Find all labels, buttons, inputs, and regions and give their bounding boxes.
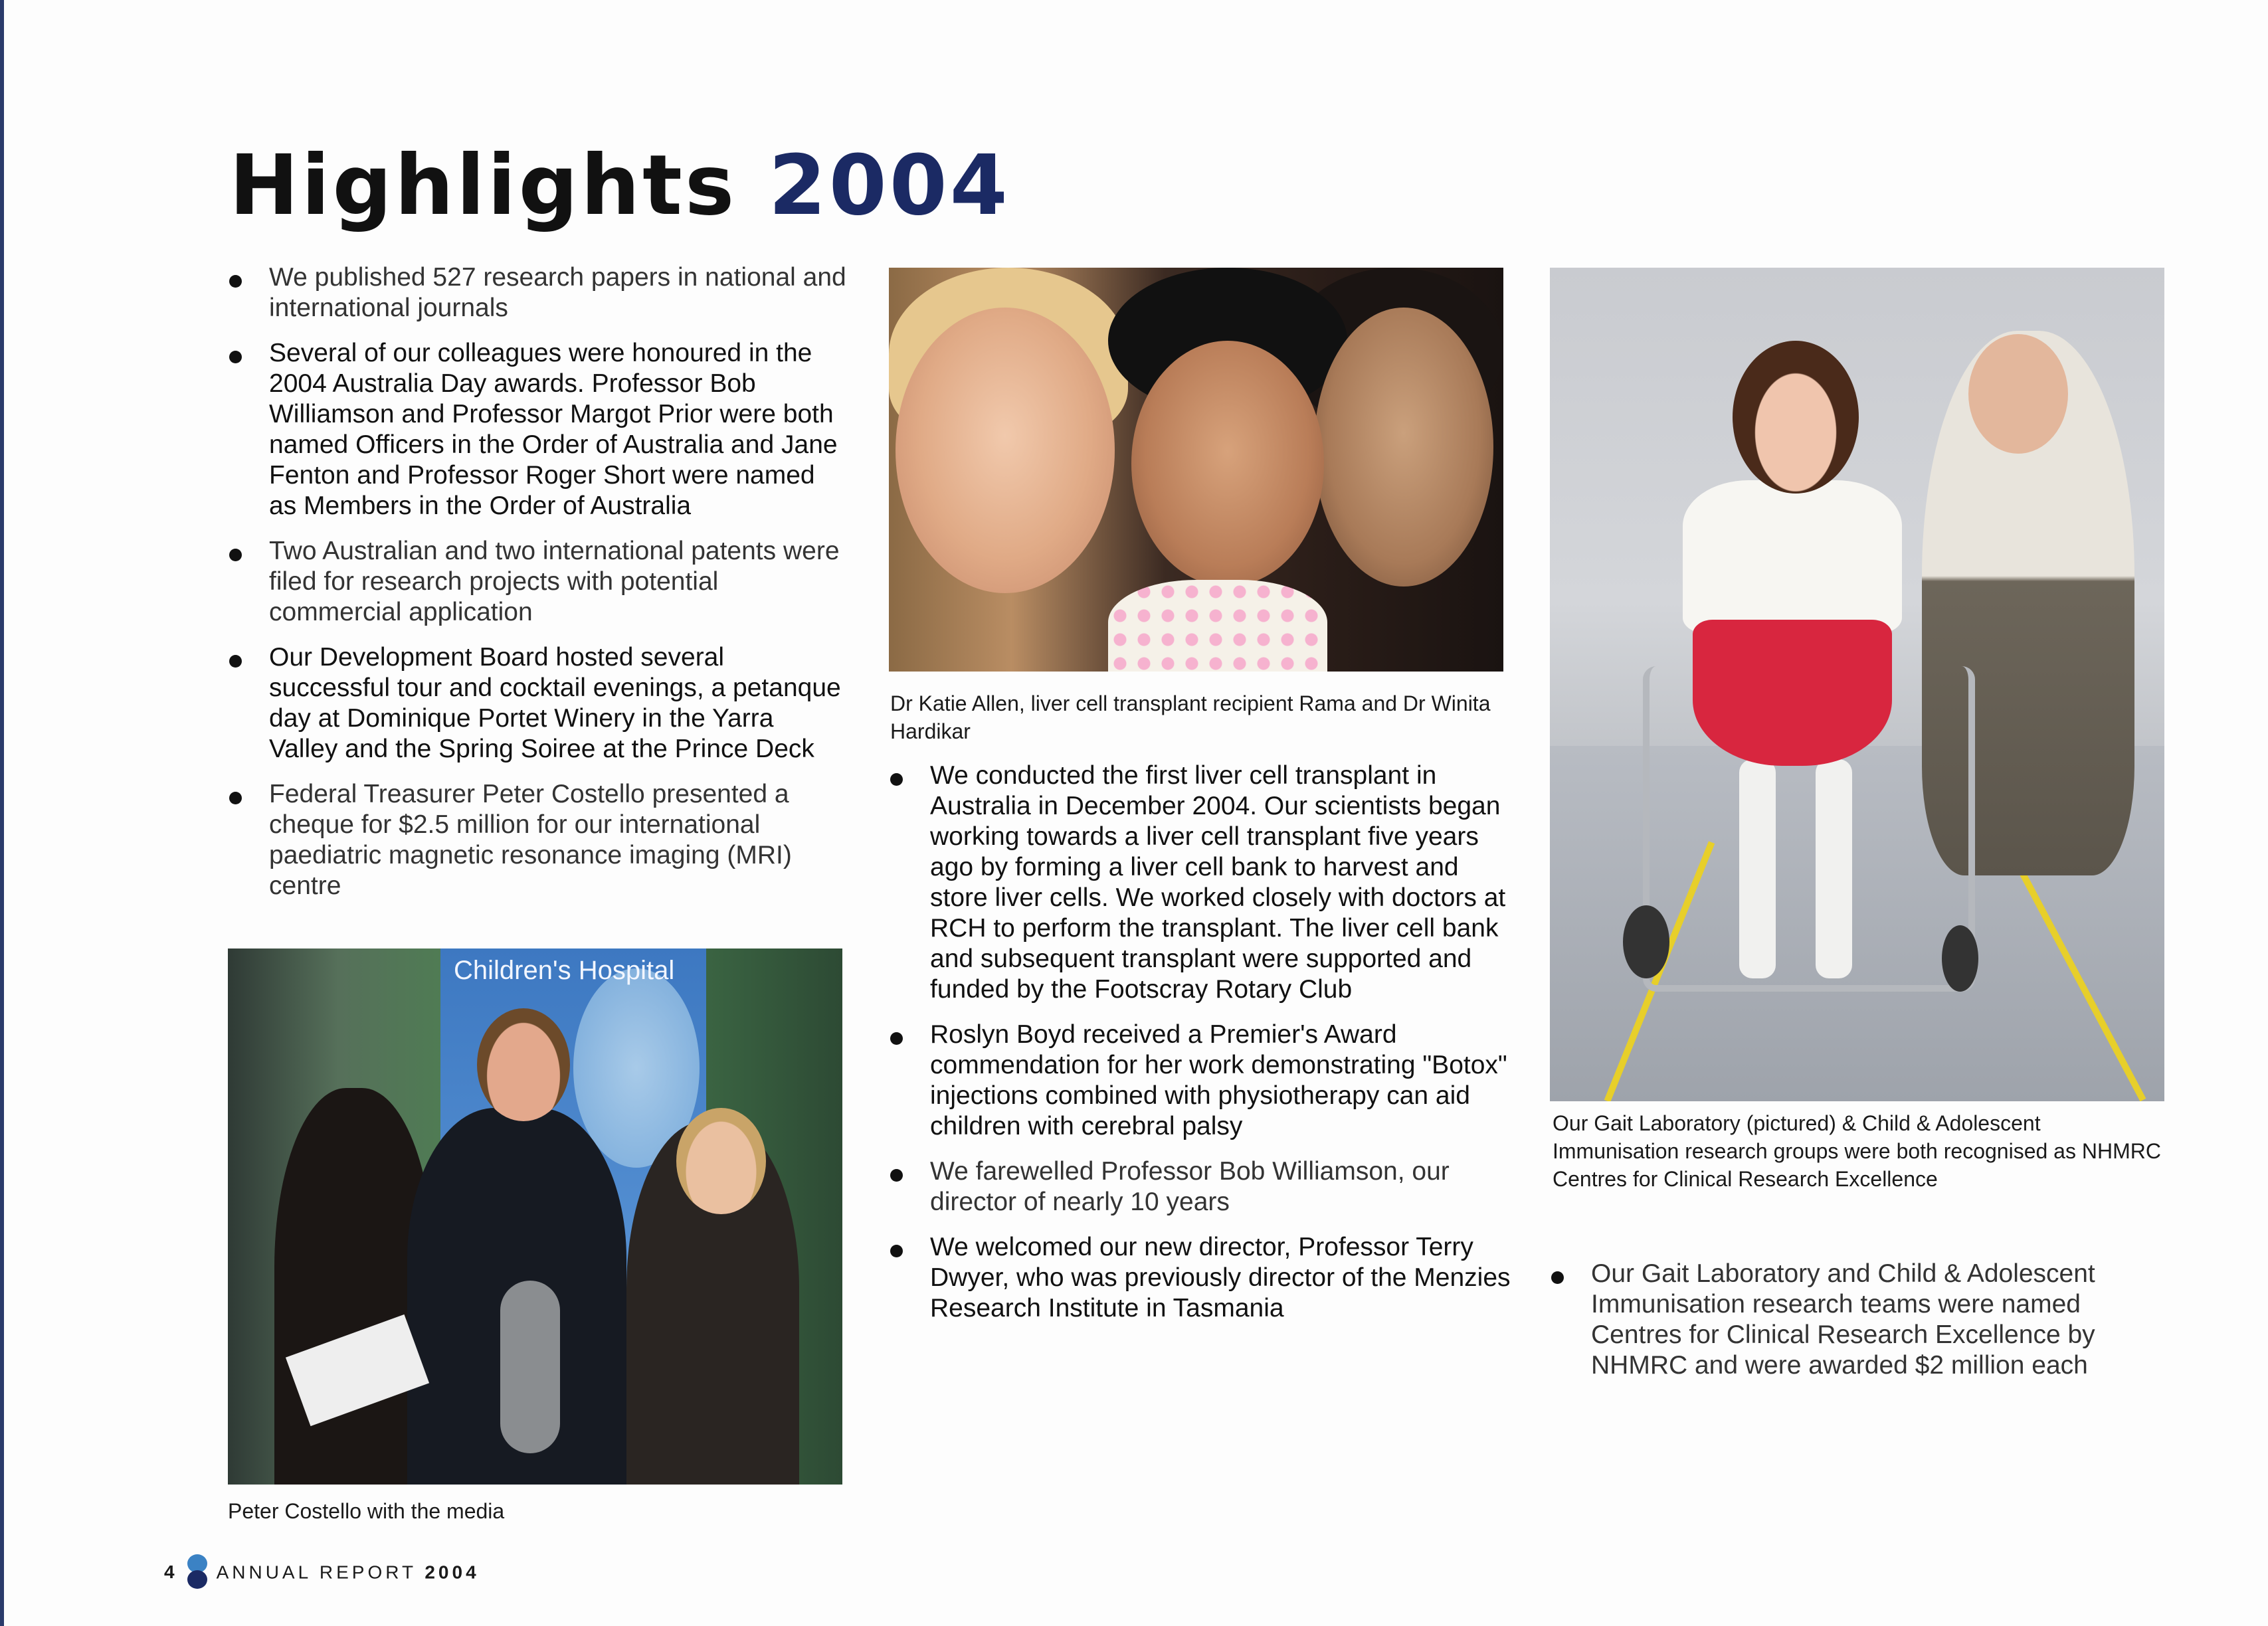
person-shape (1968, 334, 2068, 454)
gait-laboratory-photo (1550, 268, 2164, 1101)
gait-photo-caption: Our Gait Laboratory (pictured) & Child & Adolescent Immunisation research groups were both recognised as NHMRC Centres for Clinical Research Excellence (1553, 1111, 2161, 1191)
bullet-item: We conducted the first liver cell transplant in Australia in December 2004. Our scientists began working towards a liver cell transplant five years ago by forming a liver cell bank to harvest and store liver cells. We worked closely with doctors at RCH to perform the transplant. The liver cell bank and subsequent transplant were supported and funded by the Footscray Rotary Club (890, 761, 1515, 1005)
dress-shape (1108, 580, 1327, 672)
bullet-item: We farewelled Professor Bob Williamson, our director of nearly 10 years (890, 1156, 1515, 1218)
left-bullet-list (229, 262, 847, 916)
person-shape (1733, 341, 1859, 494)
middle-bullet-list (890, 761, 1515, 1338)
bullet-item: We welcomed our new director, Professor Terry Dwyer, who was previously director of the Menzies Research Institute in Tasmania (890, 1232, 1515, 1324)
banner-sign-text: Children's Hospital (454, 956, 675, 985)
person-shape (676, 1108, 766, 1214)
right-bullet-list (1551, 1259, 2169, 1396)
bullet-item: Our Development Board hosted several successful tour and cocktail evenings, a petanque day at Dominique Portet Winery in the Yarra Valley and the Spring Soiree at the Prince Deck (229, 642, 847, 765)
media-photo-caption: Peter Costello with the media (228, 1499, 505, 1523)
page-title (229, 136, 1010, 236)
costello-media-photo (228, 948, 842, 1485)
logo-dots-icon (187, 1554, 207, 1589)
walker-wheel (1942, 925, 1978, 992)
face-shape (1131, 341, 1324, 587)
footer-label: ANNUAL REPORT (216, 1562, 417, 1583)
title-year: 2004 (768, 137, 1010, 234)
person-shape (477, 1008, 570, 1121)
footer-year: 2004 (425, 1562, 480, 1583)
page-edge (0, 0, 4, 1626)
page-footer (164, 1556, 480, 1591)
bullet-item: Our Gait Laboratory and Child & Adolescent Immunisation research teams were named Centres for Clinical Research Excellence by NHMRC and were awarded $2 million each (1551, 1259, 2169, 1381)
microphone-icon (500, 1281, 560, 1453)
bullet-item: We published 527 research papers in national and international journals (229, 262, 847, 323)
walker-frame (1643, 666, 1975, 992)
face-shape (1314, 308, 1493, 587)
face-shape (896, 308, 1115, 593)
walker-wheel (1623, 905, 1669, 978)
bullet-item: Several of our colleagues were honoured in the 2004 Australia Day awards. Professor Bob Williamson and Professor Margot Prior were both named Officers in the Order of Australia and Jane Fenton and Professor Roger Short were named as Members in the Order of Australia (229, 338, 847, 521)
shirt-shape (1683, 480, 1902, 633)
liver-transplant-photo (889, 268, 1503, 672)
transplant-photo-caption: Dr Katie Allen, liver cell transplant recipient Rama and Dr Winita Hardikar (890, 691, 1491, 743)
bullet-item: Roslyn Boyd received a Premier's Award commendation for her work demonstrating "Botox" injections combined with physiotherapy can aid children with cerebral palsy (890, 1020, 1515, 1142)
bullet-item: Federal Treasurer Peter Costello presented a cheque for $2.5 million for our international paediatric magnetic resonance imaging (MRI) centre (229, 779, 847, 901)
bullet-item: Two Australian and two international patents were filed for research projects with potential commercial application (229, 536, 847, 628)
page-number: 4 (164, 1562, 178, 1583)
title-word: Highlights (229, 137, 737, 234)
